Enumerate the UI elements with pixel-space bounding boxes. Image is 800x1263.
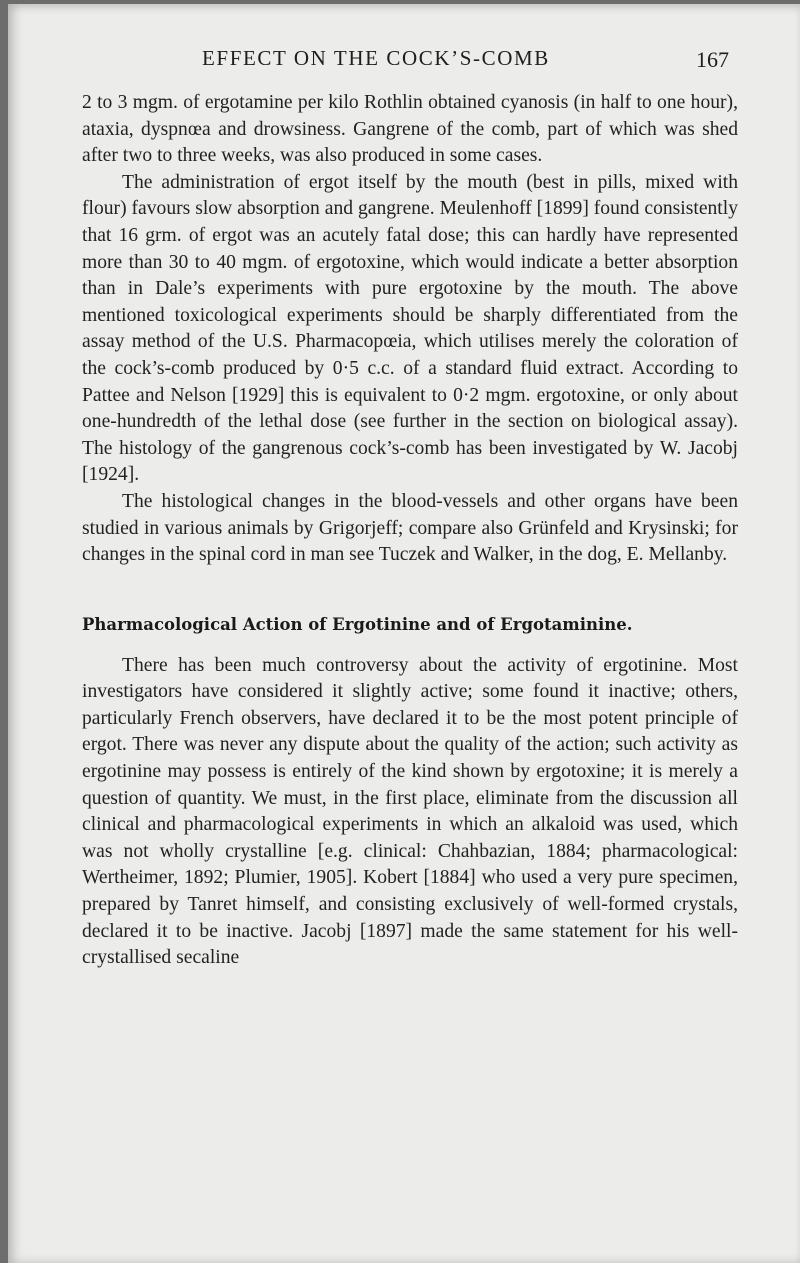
running-head — [8, 46, 800, 80]
paragraph-ergot-administration: The administration of ergot itself by the mouth (best in pills, mixed with flour) favours slow absorption and gangrene. Meulenhoff [1899] found consistently that 16 grm. of ergot was an acutely fatal dose; this can hardly have represented more than 30 to 40 mgm. of ergotoxine, which would indicate a better absorption than in Dale’s experiments with pure ergotoxine by the mouth. The above mentioned toxicological experiments should be sharply differentiated from the assay method of the U.S. Pharmacopœia, which utilises merely the coloration of the cock’s-comb produced by 0·5 c.c. of a standard fluid extract. According to Pattee and Nelson [1929] this is equivalent to 0·2 mgm. ergotoxine, or only about one-hundredth of the lethal dose (see further in the section on biological assay). The histology of the gangrenous cock’s-comb has been investigated by W. Jacobj [1924]. — [82, 171, 738, 486]
paragraph-histological-changes: The histological changes in the blood-vessels and other organs have been studied in various animals by Grigorjeff; compare also Grünfeld and Krysinski; for changes in the spinal cord in man see Tuczek and Walker, in the dog, E. Mellanby. — [82, 490, 738, 566]
page-number: 167 — [696, 47, 729, 72]
section-heading: Pharmacological Action of Ergotinine and of Ergotaminine. — [82, 614, 633, 634]
book-page — [8, 4, 800, 1263]
paragraph-ergotinine-controversy: There has been much controversy about the activity of ergotinine. Most investigators have considered it slightly active; some found it inactive; others, particularly French observers, have declared it to be the most potent principle of ergot. There was never any dispute about the quality of the action; such activity as ergotinine may possess is entirely of the kind shown by ergotoxine; it is merely a question of quantity. We must, in the first place, eliminate from the discussion all clinical and pharmacological experiments in which an alkaloid was used, which was not wholly crystalline [e.g. clinical: Chahbazian, 1884; pharmacological: Wertheimer, 1892; Plumier, 1905]. Kobert [1884] who used a very pure specimen, prepared by Tanret himself, and consisting exclusively of well-formed crystals, declared it to be inactive. Jacobj [1897] made the same statement for his well-crystallised secaline — [82, 654, 738, 969]
body-text — [82, 90, 738, 972]
running-title: EFFECT ON THE COCK’S-COMB — [202, 46, 550, 70]
paragraph-continuation: 2 to 3 mgm. of ergotamine per kilo Rothlin obtained cyanosis (in half to one hour), ataxia, dyspnœa and drowsiness. Gangrene of the comb, part of which was shed after two to three weeks, was also produced in some cases. — [82, 92, 738, 167]
